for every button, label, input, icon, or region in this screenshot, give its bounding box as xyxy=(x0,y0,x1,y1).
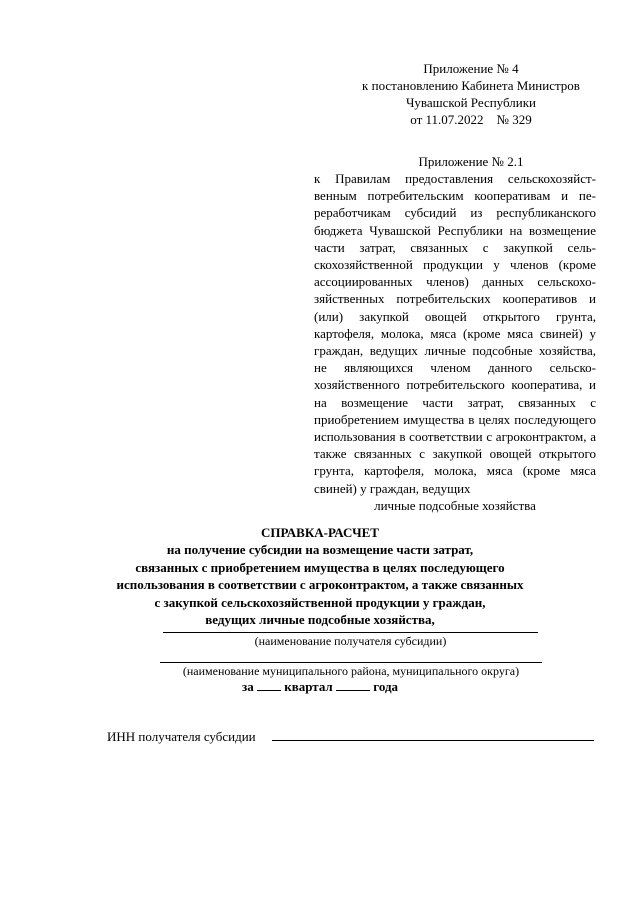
quarter-prefix: за xyxy=(241,679,254,694)
appendix-4-resolution: к постановлению Кабинета Министров xyxy=(362,78,580,93)
document-title-block xyxy=(90,524,550,628)
appendix-4-date-number: от 11.07.2022 № 329 xyxy=(410,112,532,127)
appendix-4-number: Приложение № 4 xyxy=(423,61,519,76)
recipient-name-line[interactable] xyxy=(163,632,538,633)
appendix-2-1-title: Приложение № 2.1 xyxy=(418,154,524,169)
quarter-number-blank[interactable] xyxy=(257,678,281,691)
document-subtitle-line-3: использования в соответствии с агроконтрактом, а также связанных xyxy=(116,577,524,593)
year-label: года xyxy=(373,679,399,694)
appendix-2-1-text: к Правилам предоставления сельскохозяйственным потребительским кооперативам и переработчикам субсидий из республиканского бюджета Чувашской Республики на возмещение части затрат, связанных с закупкой сельскохозяйственной продукции у членов (кроме ассоциированных членов) данных сельскохозяйственных потребительских кооперативов и (или) закупкой овощей открытого грунта, картофеля, молока, мяса (кроме мяса свиней) у граждан, ведущих личные подсобные хозяйства, не являющихся членом данного сельскохозяйственного потребительского кооператива, и на возмещение части затрат, связанных с приобретением имущества в целях последующего использования в соответствии с агроконтрактом, а также связанных с закупкой овощей открытого грунта, картофеля, молока, мяса (кроме мяса свиней) у граждан, ведущих xyxy=(314,171,596,496)
year-blank[interactable] xyxy=(336,678,370,691)
quarter-label: квартал xyxy=(284,679,333,694)
document-subtitle-line-4: с закупкой сельскохозяйственной продукции у граждан, xyxy=(154,594,486,610)
inn-label: ИНН получателя субсидии xyxy=(107,729,256,744)
district-name-line[interactable] xyxy=(160,662,542,663)
document-subtitle-line-1: на получение субсидии на возмещение части затрат, xyxy=(166,542,474,558)
recipient-name-caption: (наименование получателя субсидии) xyxy=(254,634,447,648)
appendix-4-republic: Чувашской Республики xyxy=(405,95,537,110)
appendix-2-1-text-last: личные подсобные хозяйства xyxy=(374,497,536,513)
district-name-caption: (наименование муниципального района, муниципального округа) xyxy=(182,664,520,678)
quarter-year-row xyxy=(170,678,470,695)
appendix-2-1-body xyxy=(314,170,596,514)
document-subtitle-line-5: ведущих личные подсобные хозяйства, xyxy=(205,612,435,628)
inn-input-line[interactable] xyxy=(272,740,594,741)
appendix-4-header xyxy=(346,60,596,128)
document-title: СПРАВКА-РАСЧЕТ xyxy=(261,525,379,540)
document-subtitle-line-2: связанных с приобретением имущества в целях последующего xyxy=(135,559,505,575)
